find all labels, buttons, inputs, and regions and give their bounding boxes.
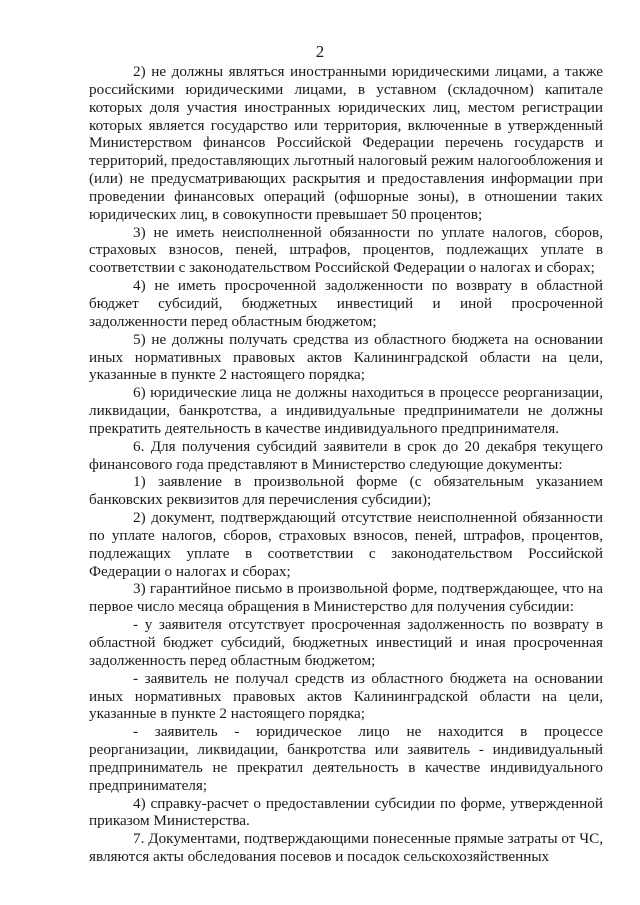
paragraph-dash-1: - у заявителя отсутствует просроченная задолженность по возврату в областной бюджет субсидий, бюджетных инвестиций и иная просроченная задолженность перед областным бюджетом; <box>89 616 603 669</box>
paragraph-item-6: 6) юридические лица не должны находиться в процессе реорганизации, ликвидации, банкротства, а индивидуальные предприниматели не должны прекратить деятельность в качестве индивидуального предпринимателя. <box>89 384 603 437</box>
paragraph-dash-2: - заявитель не получал средств из областного бюджета на основании иных нормативных правовых актов Калининградской области на цели, указанные в пункте 2 настоящего порядка; <box>89 669 603 723</box>
paragraph-section-7: 7. Документами, подтверждающими понесенные прямые затраты от ЧС, являются акты обследования посевов и посадок сельскохозяйственных <box>89 830 603 866</box>
paragraph-doc-4: 4) справку-расчет о предоставлении субсидии по форме, утвержденной приказом Министерства. <box>89 794 603 830</box>
paragraph-doc-1: 1) заявление в произвольной форме (с обязательным указанием банковских реквизитов для перечисления субсидии); <box>89 473 603 509</box>
paragraph-item-5: 5) не должны получать средства из областного бюджета на основании иных нормативных правовых актов Калининградской области на цели, указанные в пункте 2 настоящего порядка; <box>89 330 603 384</box>
document-body <box>89 63 603 866</box>
paragraph-item-4: 4) не иметь просроченной задолженности по возврату в областной бюджет субсидий, бюджетных инвестиций и иной просроченной задолженности перед областным бюджетом; <box>89 277 603 330</box>
paragraph-item-3: 3) не иметь неисполненной обязанности по уплате налогов, сборов, страховых взносов, пеней, штрафов, процентов, подлежащих уплате в соответствии с законодательством Российской Федерации о налогах и сборах; <box>89 223 603 277</box>
paragraph-dash-3: - заявитель - юридическое лицо не находится в процессе реорганизации, ликвидации, банкротства или заявитель - индивидуальный предприниматель не прекратил деятельность в качестве индивидуального предпринимателя; <box>89 723 603 794</box>
paragraph-doc-3: 3) гарантийное письмо в произвольной форме, подтверждающее, что на первое число месяца обращения в Министерство для получения субсидии: <box>89 580 603 616</box>
page-number: 2 <box>315 42 325 61</box>
paragraph-item-2: 2) не должны являться иностранными юридическими лицами, а также российскими юридическими лицами, в уставном (складочном) капитале которых доля участия иностранных юридических лиц, местом регистрации которых является государство или территория, включенные в утвержденный Министерством финансов Российской Федерации перечень государств и территорий, предоставляющих льготный налоговый режим налогообложения и (или) не предусматривающих раскрытия и предоставления информации при проведении финансовых операций (офшорные зоны), в отношении таких юридических лиц, в совокупности превышает 50 процентов; <box>89 63 604 223</box>
paragraph-doc-2: 2) документ, подтверждающий отсутствие неисполненной обязанности по уплате налогов, сборов, страховых взносов, пеней, штрафов, процентов, подлежащих уплате в соответствии с законодательством Российской Федерации о налогах и сборах; <box>89 509 603 580</box>
paragraph-section-6: 6. Для получения субсидий заявители в срок до 20 декабря текущего финансового года представляют в Министерство следующие документы: <box>89 437 603 473</box>
